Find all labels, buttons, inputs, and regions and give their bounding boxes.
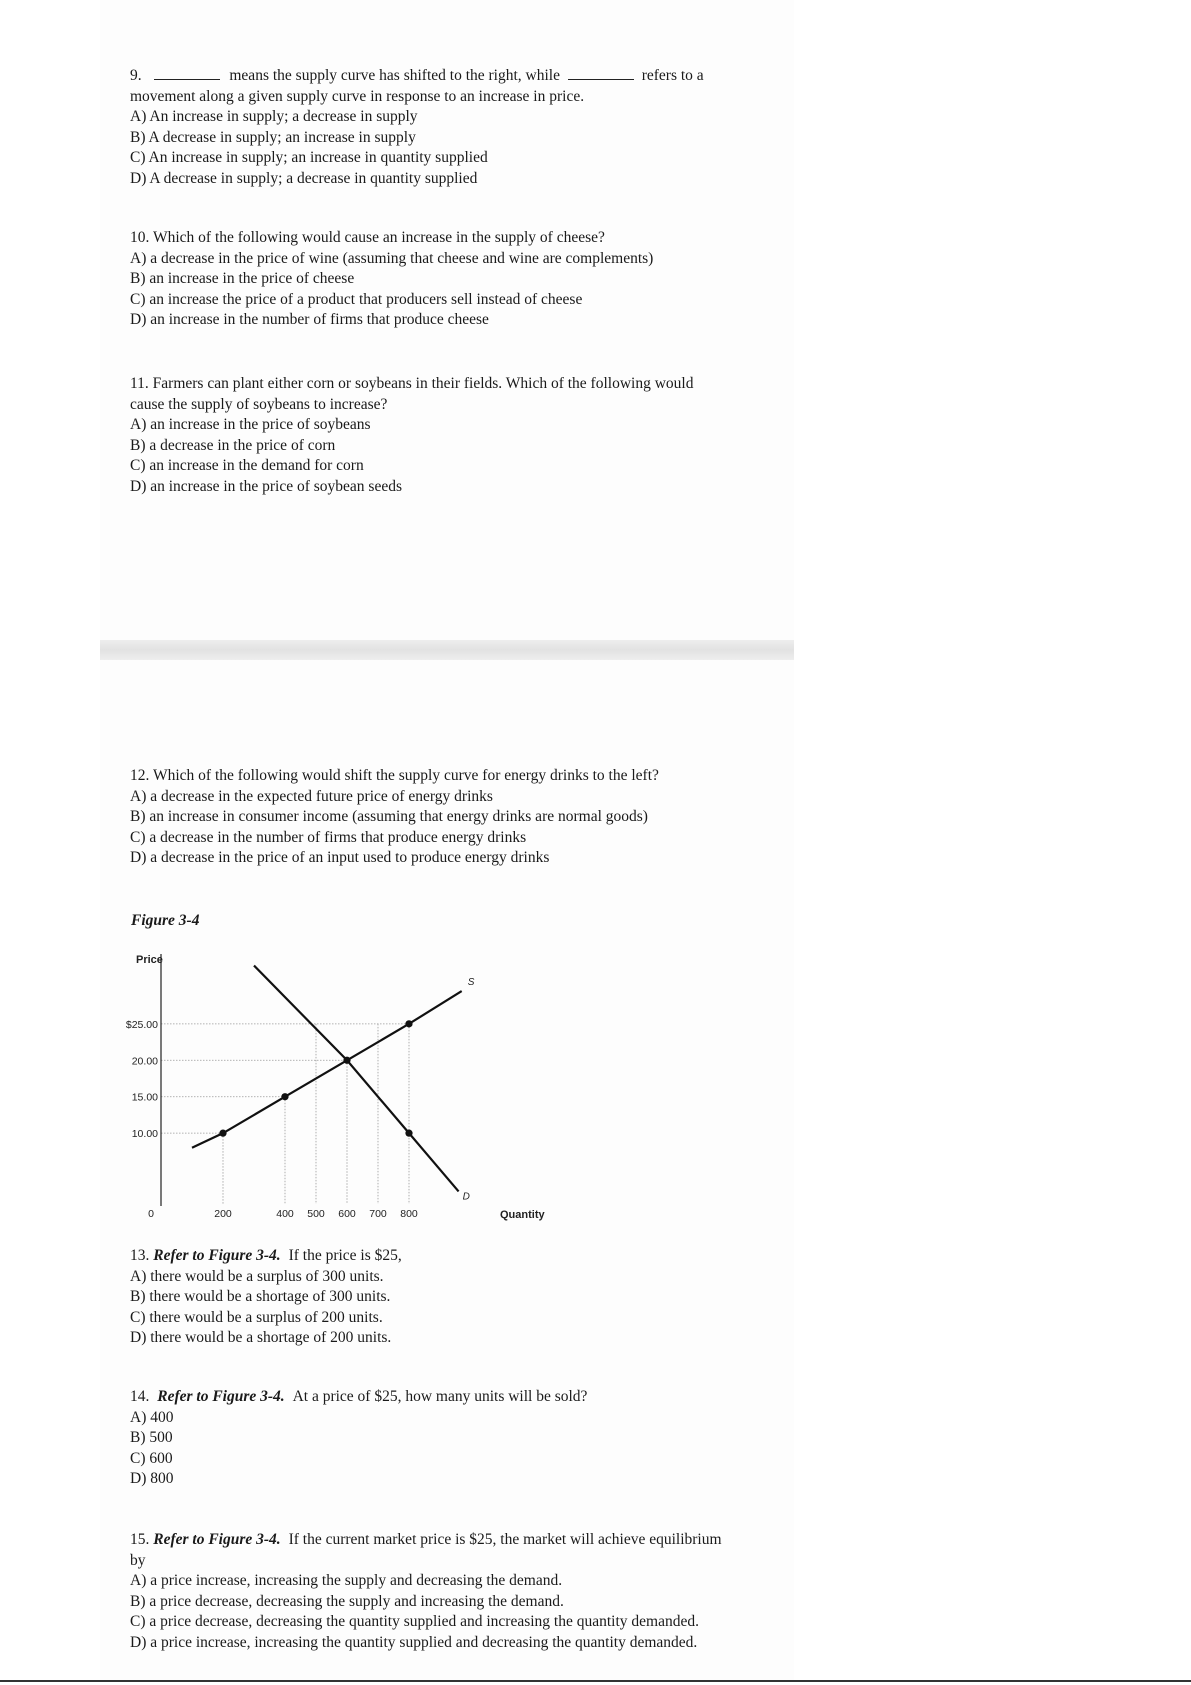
question-13-stem-text: If the price is $25, — [288, 1247, 402, 1264]
figure-title: Figure 3-4 — [131, 912, 200, 929]
question-12-stem: 12. Which of the following would shift the supply curve for energy drinks to the left? — [130, 767, 659, 784]
question-14 — [130, 1387, 770, 1490]
question-13-option-c: C) there would be a surplus of 200 units. — [130, 1308, 383, 1326]
question-14-number: 14. — [130, 1388, 150, 1405]
question-15-stem — [130, 1530, 790, 1551]
x-tick-label-0: 0 — [148, 1208, 154, 1220]
question-9-option-c: C) An increase in supply; an increase in quantity supplied — [130, 149, 488, 166]
question-11-option-d: D) an increase in the price of soybean seeds — [130, 477, 402, 495]
question-10-option-a: A) a decrease in the price of wine (assuming that cheese and wine are complements) — [130, 249, 654, 267]
x-axis-label: Quantity — [500, 1209, 545, 1221]
question-10-option-d: D) an increase in the number of firms that produce cheese — [130, 311, 489, 328]
question-13 — [130, 1246, 770, 1349]
question-9-stem-part-2: refers to a — [641, 67, 704, 84]
page-separator — [100, 640, 794, 660]
question-13-option-b: B) there would be a shortage of 300 units. — [130, 1288, 391, 1305]
question-14-option-b: B) 500 — [130, 1429, 173, 1446]
question-15-option-c: C) a price decrease, decreasing the quantity supplied and increasing the quantity demanded. — [130, 1613, 699, 1630]
y-tick-label-20: 20.00 — [131, 1055, 158, 1068]
question-15 — [130, 1530, 790, 1653]
question-14-option-d: D) 800 — [130, 1470, 174, 1487]
question-9-number: 9. — [130, 67, 142, 84]
curve-label-d: D — [462, 1191, 470, 1203]
question-13-stem — [130, 1246, 770, 1267]
question-9-stem-line-1 — [130, 66, 770, 87]
question-11 — [130, 374, 770, 497]
question-11-stem-line-1: 11. Farmers can plant either corn or soybeans in their fields. Which of the following would — [130, 375, 694, 392]
question-9-option-b: B) A decrease in supply; an increase in supply — [130, 128, 416, 146]
question-15-stem-line-2: by — [130, 1551, 146, 1569]
question-12-option-d: D) a decrease in the price of an input used to produce energy drinks — [130, 849, 550, 866]
question-12-option-a: A) a decrease in the expected future price of energy drinks — [130, 787, 493, 805]
curves — [192, 966, 462, 1192]
question-11-option-a: A) an increase in the price of soybeans — [130, 416, 371, 433]
question-9-option-d: D) A decrease in supply; a decrease in quantity supplied — [130, 169, 478, 187]
answer-blank-2 — [568, 67, 634, 80]
question-15-number: 15. — [130, 1531, 150, 1548]
answer-blank-1 — [154, 67, 220, 80]
question-12-option-b: B) an increase in consumer income (assuming that energy drinks are normal goods) — [130, 808, 648, 825]
question-12 — [130, 766, 770, 869]
question-9-option-a: A) An increase in supply; a decrease in supply — [130, 108, 418, 125]
question-9 — [130, 66, 770, 189]
question-12-option-c: C) a decrease in the number of firms that produce energy drinks — [130, 828, 527, 846]
data-point-s-400 — [281, 1093, 288, 1100]
question-15-reference: Refer to Figure 3-4. — [153, 1531, 281, 1548]
question-9-stem-line-2: movement along a given supply curve in response to an increase in price. — [130, 87, 585, 105]
guide-lines — [161, 1024, 409, 1204]
question-14-stem-text: At a price of $25, how many units will be sold? — [292, 1388, 588, 1405]
bottom-rule — [0, 1680, 1191, 1682]
y-tick-label-15: 15.00 — [131, 1091, 158, 1104]
question-11-option-b: B) a decrease in the price of corn — [130, 436, 336, 454]
question-13-reference: Refer to Figure 3-4. — [153, 1247, 281, 1264]
question-14-option-a: A) 400 — [130, 1408, 174, 1426]
x-tick-label-600: 600 — [338, 1208, 356, 1220]
x-tick-label-500: 500 — [307, 1208, 325, 1220]
x-tick-label-400: 400 — [276, 1208, 294, 1220]
x-tick-label-200: 200 — [214, 1208, 232, 1220]
question-15-option-b: B) a price decrease, decreasing the supply and increasing the demand. — [130, 1592, 564, 1610]
question-15-stem-text: If the current market price is $25, the market will achieve equilibrium — [288, 1531, 722, 1548]
question-10-stem: 10. Which of the following would cause an increase in the supply of cheese? — [130, 229, 605, 246]
x-tick-label-700: 700 — [369, 1208, 387, 1220]
curve-s — [192, 991, 462, 1148]
question-14-reference: Refer to Figure 3-4. — [157, 1388, 285, 1405]
y-tick-label-25: $25.00 — [125, 1018, 158, 1031]
question-11-option-c: C) an increase in the demand for corn — [130, 457, 364, 474]
supply-demand-chart — [120, 948, 580, 1228]
y-tick-label-10: 10.00 — [131, 1128, 158, 1141]
data-point-s-200 — [219, 1130, 226, 1137]
question-14-option-c: C) 600 — [130, 1449, 173, 1467]
data-point-s-800 — [405, 1020, 412, 1027]
curve-label-s: S — [467, 977, 475, 989]
question-10 — [130, 228, 770, 331]
data-point-s-600 — [343, 1057, 350, 1064]
question-11-stem-line-2: cause the supply of soybeans to increase? — [130, 395, 388, 413]
question-9-stem-part-1: means the supply curve has shifted to the right, while — [229, 67, 560, 84]
question-15-option-d: D) a price increase, increasing the quantity supplied and decreasing the quantity demanded. — [130, 1633, 698, 1651]
question-13-option-d: D) there would be a shortage of 200 units. — [130, 1329, 392, 1346]
question-10-option-b: B) an increase in the price of cheese — [130, 270, 355, 287]
labels — [126, 954, 546, 1221]
data-point-d-800 — [405, 1130, 412, 1137]
question-13-number: 13. — [130, 1247, 150, 1264]
question-15-option-a: A) a price increase, increasing the supply and decreasing the demand. — [130, 1572, 563, 1589]
question-14-stem — [130, 1387, 770, 1408]
x-tick-label-800: 800 — [400, 1208, 418, 1220]
y-axis-label: Price — [136, 954, 163, 966]
question-10-option-c: C) an increase the price of a product that producers sell instead of cheese — [130, 290, 583, 308]
question-13-option-a: A) there would be a surplus of 300 units. — [130, 1267, 384, 1285]
